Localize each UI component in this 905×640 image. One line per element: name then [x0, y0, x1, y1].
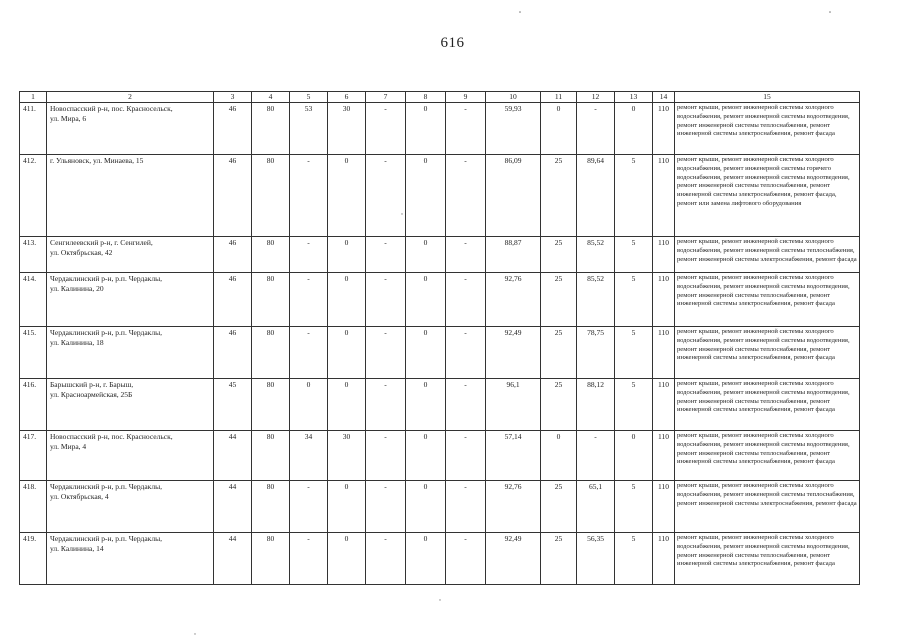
value-c5: 0	[290, 378, 328, 430]
value-c6: 30	[328, 430, 366, 480]
row-number: 412.	[20, 154, 47, 236]
address-line-2: ул. Красноармейская, 25Б	[50, 389, 133, 399]
value-c11: 0	[541, 102, 577, 154]
repair-works-cell: ремонт крыши, ремонт инженерной системы холодного водоснабжения, ремонт инженерной системы теплоснабжения, ремонт инженерной системы электроснабжения, ремонт фасада	[675, 480, 860, 532]
value-c14: 110	[653, 154, 675, 236]
value-c7: -	[366, 236, 406, 272]
column-header-3: 3	[214, 92, 252, 103]
column-header-10: 10	[486, 92, 541, 103]
address-line-2: ул. Калинина, 14	[50, 543, 104, 553]
value-c13: 5	[615, 154, 653, 236]
value-c6: 30	[328, 102, 366, 154]
value-c9: -	[446, 430, 486, 480]
value-c12: -	[577, 102, 615, 154]
value-c4: 80	[252, 326, 290, 378]
value-c13: 5	[615, 326, 653, 378]
value-c13: 0	[615, 430, 653, 480]
value-c14: 110	[653, 102, 675, 154]
value-c10: 86,09	[486, 154, 541, 236]
value-c13: 5	[615, 378, 653, 430]
value-c14: 110	[653, 326, 675, 378]
value-c9: -	[446, 532, 486, 584]
address-line-2: ул. Мира, 4	[50, 441, 87, 451]
value-c3: 44	[214, 532, 252, 584]
value-c3: 46	[214, 326, 252, 378]
value-c3: 46	[214, 102, 252, 154]
value-c12: 85,52	[577, 272, 615, 326]
value-c7: -	[366, 430, 406, 480]
row-number: 413.	[20, 236, 47, 272]
address-line-1: Чердаклинский р-н, р.п. Чердаклы,	[50, 481, 162, 491]
address-line-2: ул. Калинина, 18	[50, 337, 104, 347]
row-number: 419.	[20, 532, 47, 584]
address-line-1: Барышский р-н, г. Барыш,	[50, 379, 134, 389]
address-line-2: ул. Мира, 6	[50, 113, 87, 123]
value-c13: 5	[615, 480, 653, 532]
value-c3: 46	[214, 272, 252, 326]
value-c3: 46	[214, 236, 252, 272]
value-c5: -	[290, 154, 328, 236]
value-c5: -	[290, 236, 328, 272]
value-c4: 80	[252, 102, 290, 154]
value-c10: 57,14	[486, 430, 541, 480]
value-c6: 0	[328, 480, 366, 532]
value-c6: 0	[328, 326, 366, 378]
value-c13: 5	[615, 532, 653, 584]
value-c3: 46	[214, 154, 252, 236]
value-c6: 0	[328, 272, 366, 326]
value-c13: 5	[615, 236, 653, 272]
value-c3: 44	[214, 430, 252, 480]
value-c8: 0	[406, 532, 446, 584]
column-header-15: 15	[675, 92, 860, 103]
value-c3: 44	[214, 480, 252, 532]
value-c9: -	[446, 326, 486, 378]
value-c8: 0	[406, 480, 446, 532]
repair-works-cell: ремонт крыши, ремонт инженерной системы холодного водоснабжения, ремонт инженерной системы водоотведения, ремонт инженерной системы теплоснабжения, ремонт инженерной системы электроснабжения, ремонт фасада	[675, 378, 860, 430]
value-c5: -	[290, 272, 328, 326]
value-c10: 96,1	[486, 378, 541, 430]
value-c11: 25	[541, 154, 577, 236]
value-c4: 80	[252, 154, 290, 236]
repair-works-cell: ремонт крыши, ремонт инженерной системы холодного водоснабжения, ремонт инженерной системы горячего водоснабжения, ремонт инженерной системы водоотведения, ремонт инженерной системы теплоснабжения, ремонт инженерной системы электроснабжения, ремонт фасада, ремонт или замена лифтового оборудования	[675, 154, 860, 236]
value-c11: 25	[541, 326, 577, 378]
column-header-12: 12	[577, 92, 615, 103]
column-header-2: 2	[47, 92, 214, 103]
value-c5: -	[290, 480, 328, 532]
value-c11: 25	[541, 480, 577, 532]
column-header-1: 1	[20, 92, 47, 103]
value-c8: 0	[406, 326, 446, 378]
value-c6: 0	[328, 236, 366, 272]
value-c11: 25	[541, 532, 577, 584]
value-c11: 0	[541, 430, 577, 480]
value-c3: 45	[214, 378, 252, 430]
value-c14: 110	[653, 272, 675, 326]
value-c4: 80	[252, 532, 290, 584]
value-c11: 25	[541, 236, 577, 272]
value-c11: 25	[541, 378, 577, 430]
value-c8: 0	[406, 378, 446, 430]
value-c12: 78,75	[577, 326, 615, 378]
value-c14: 110	[653, 236, 675, 272]
value-c7: -	[366, 480, 406, 532]
column-header-4: 4	[252, 92, 290, 103]
address-line-1: Чердаклинский р-н, р.п. Чердаклы,	[50, 273, 162, 283]
address-line-2: ул. Калинина, 20	[50, 283, 104, 293]
value-c10: 59,93	[486, 102, 541, 154]
value-c6: 0	[328, 532, 366, 584]
value-c5: -	[290, 532, 328, 584]
value-c6: 0	[328, 378, 366, 430]
page-number: 616	[440, 35, 465, 51]
value-c9: -	[446, 272, 486, 326]
value-c7: -	[366, 326, 406, 378]
value-c10: 92,76	[486, 480, 541, 532]
value-c14: 110	[653, 532, 675, 584]
value-c12: 65,1	[577, 480, 615, 532]
value-c6: 0	[328, 154, 366, 236]
address-line-1: Сенгилеевский р-н, г. Сенгилей,	[50, 237, 153, 247]
repair-works-cell: ремонт крыши, ремонт инженерной системы холодного водоснабжения, ремонт инженерной системы водоотведения, ремонт инженерной системы теплоснабжения, ремонт инженерной системы электроснабжения, ремонт фасада	[675, 272, 860, 326]
repair-works-cell: ремонт крыши, ремонт инженерной системы холодного водоснабжения, ремонт инженерной системы водоотведения, ремонт инженерной системы теплоснабжения, ремонт инженерной системы электроснабжения, ремонт фасада	[675, 326, 860, 378]
row-number: 417.	[20, 430, 47, 480]
value-c5: 53	[290, 102, 328, 154]
value-c4: 80	[252, 272, 290, 326]
value-c14: 110	[653, 430, 675, 480]
row-number: 414.	[20, 272, 47, 326]
value-c10: 92,76	[486, 272, 541, 326]
row-number: 416.	[20, 378, 47, 430]
repair-works-cell: ремонт крыши, ремонт инженерной системы холодного водоснабжения, ремонт инженерной системы водоотведения, ремонт инженерной системы теплоснабжения, ремонт инженерной системы электроснабжения, ремонт фасада	[675, 430, 860, 480]
value-c7: -	[366, 532, 406, 584]
value-c12: 88,12	[577, 378, 615, 430]
repair-works-cell: ремонт крыши, ремонт инженерной системы холодного водоснабжения, ремонт инженерной системы водоотведения, ремонт инженерной системы теплоснабжения, ремонт инженерной системы электроснабжения, ремонт фасада	[675, 102, 860, 154]
value-c4: 80	[252, 430, 290, 480]
row-number: 418.	[20, 480, 47, 532]
value-c7: -	[366, 378, 406, 430]
column-header-8: 8	[406, 92, 446, 103]
column-header-14: 14	[653, 92, 675, 103]
value-c7: -	[366, 272, 406, 326]
value-c13: 5	[615, 272, 653, 326]
value-c12: -	[577, 430, 615, 480]
value-c4: 80	[252, 378, 290, 430]
value-c12: 89,64	[577, 154, 615, 236]
value-c9: -	[446, 102, 486, 154]
address-line-2: ул. Октябрьская, 4	[50, 491, 109, 501]
value-c8: 0	[406, 272, 446, 326]
value-c13: 0	[615, 102, 653, 154]
repair-works-cell: ремонт крыши, ремонт инженерной системы холодного водоснабжения, ремонт инженерной системы водоотведения, ремонт инженерной системы теплоснабжения, ремонт инженерной системы электроснабжения, ремонт фасада	[675, 532, 860, 584]
value-c4: 80	[252, 236, 290, 272]
value-c4: 80	[252, 480, 290, 532]
value-c14: 110	[653, 378, 675, 430]
value-c12: 56,35	[577, 532, 615, 584]
value-c10: 88,87	[486, 236, 541, 272]
value-c9: -	[446, 236, 486, 272]
repair-works-cell: ремонт крыши, ремонт инженерной системы холодного водоснабжения, ремонт инженерной системы теплоснабжения, ремонт инженерной системы электроснабжения, ремонт фасада	[675, 236, 860, 272]
column-header-9: 9	[446, 92, 486, 103]
row-number: 415.	[20, 326, 47, 378]
value-c14: 110	[653, 480, 675, 532]
column-header-5: 5	[290, 92, 328, 103]
address-line-1: Чердаклинский р-н, р.п. Чердаклы,	[50, 327, 162, 337]
value-c9: -	[446, 378, 486, 430]
value-c10: 92,49	[486, 326, 541, 378]
value-c9: -	[446, 480, 486, 532]
address-line-1: Новоспасский р-н, пос. Красносельск,	[50, 103, 173, 113]
address-line-2: ул. Октябрьская, 42	[50, 247, 113, 257]
value-c10: 92,49	[486, 532, 541, 584]
value-c7: -	[366, 154, 406, 236]
column-header-7: 7	[366, 92, 406, 103]
value-c5: 34	[290, 430, 328, 480]
column-header-13: 13	[615, 92, 653, 103]
column-header-11: 11	[541, 92, 577, 103]
value-c12: 85,52	[577, 236, 615, 272]
address-line-1: Новоспасский р-н, пос. Красносельск,	[50, 431, 173, 441]
value-c8: 0	[406, 154, 446, 236]
value-c7: -	[366, 102, 406, 154]
column-header-6: 6	[328, 92, 366, 103]
value-c9: -	[446, 154, 486, 236]
row-number: 411.	[20, 102, 47, 154]
value-c11: 25	[541, 272, 577, 326]
value-c8: 0	[406, 430, 446, 480]
address-line-1: г. Ульяновск, ул. Минаева, 15	[50, 155, 144, 165]
value-c8: 0	[406, 236, 446, 272]
address-line-1: Чердаклинский р-н, р.п. Чердаклы,	[50, 533, 162, 543]
value-c5: -	[290, 326, 328, 378]
value-c8: 0	[406, 102, 446, 154]
